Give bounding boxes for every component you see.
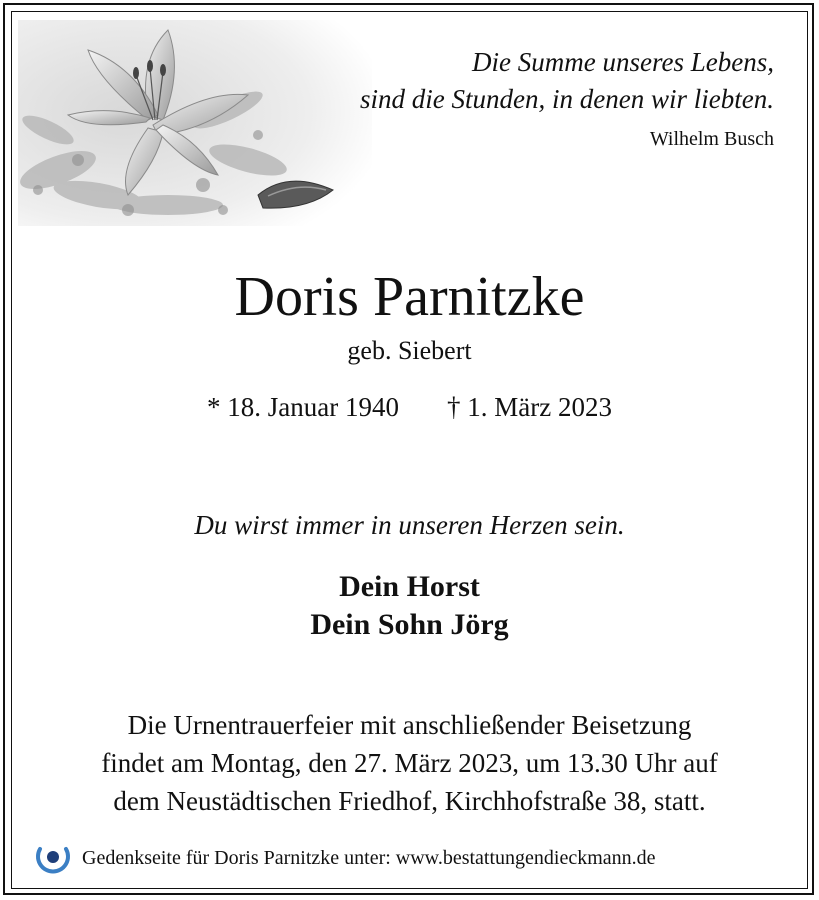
- deceased-name: Doris Parnitzke: [234, 266, 585, 328]
- death-date: † 1. März 2023: [447, 392, 612, 422]
- service-line: findet am Montag, den 27. März 2023, um 13.30 Uhr auf: [101, 748, 718, 778]
- family-member: Dein Sohn Jörg: [310, 608, 509, 641]
- funeral-home-logo-icon: [34, 839, 72, 877]
- life-dates: [0, 392, 819, 423]
- service-line: dem Neustädtischen Friedhof, Kirchhofstraße 38, statt.: [113, 786, 706, 816]
- motto: Du wirst immer in unseren Herzen sein.: [194, 510, 625, 540]
- family-member: Dein Horst: [339, 570, 480, 603]
- service-announcement: [0, 706, 819, 820]
- quote-line-1: Die Summe unseres Lebens,: [472, 47, 774, 77]
- memorial-page-footer: [34, 838, 656, 878]
- birth-date: * 18. Januar 1940: [207, 392, 399, 422]
- family-signatures: [0, 568, 819, 644]
- quote-block: [314, 44, 774, 151]
- quote-author: Wilhelm Busch: [649, 128, 774, 150]
- memorial-page-link-text: Gedenkseite für Doris Parnitzke unter: www.bestattungendieckmann.de: [82, 846, 656, 869]
- maiden-name: geb. Siebert: [347, 336, 472, 365]
- service-line: Die Urnentrauerfeier mit anschließender Beisetzung: [127, 710, 692, 740]
- quote-line-2: sind die Stunden, in denen wir liebten.: [360, 84, 774, 114]
